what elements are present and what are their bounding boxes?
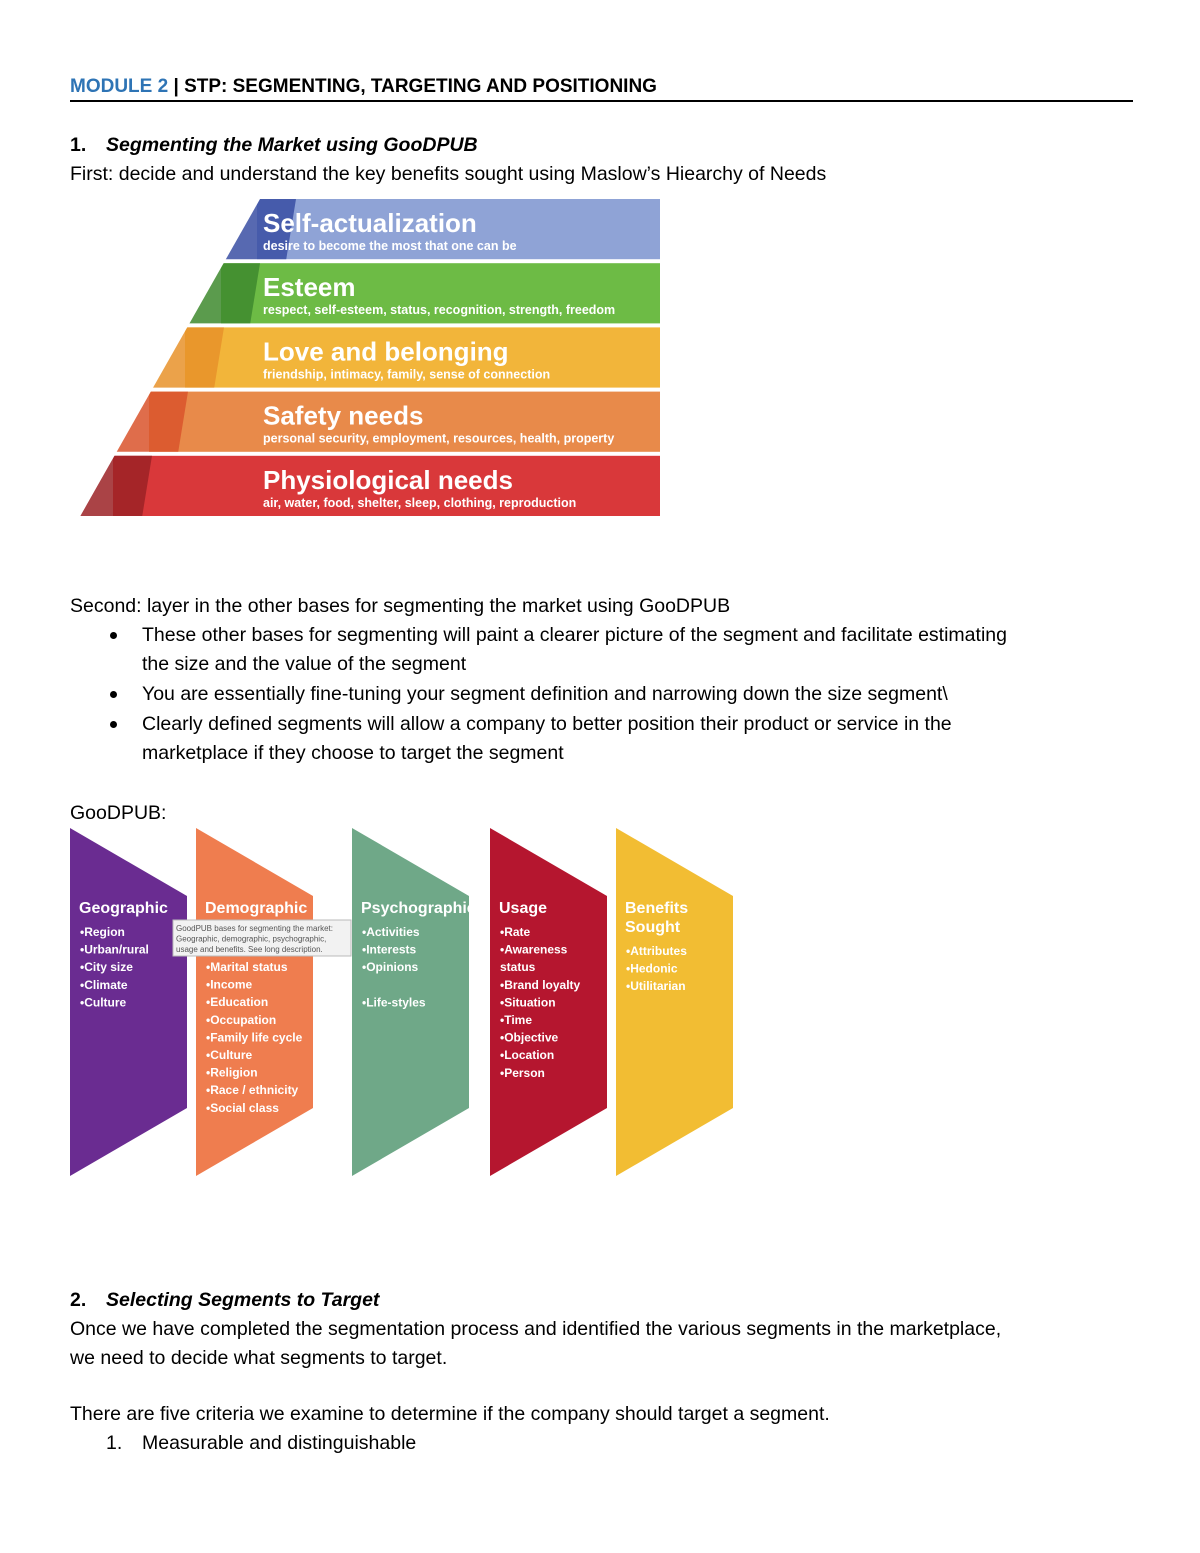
bullet-2-line-1: You are essentially fine-tuning your segment definition and narrowing down the size segment\ bbox=[142, 683, 948, 705]
criteria-1-text: Measurable and distinguishable bbox=[142, 1432, 417, 1454]
segment-item: •Awareness bbox=[500, 942, 568, 957]
pyramid-level-name: Physiological needs bbox=[263, 464, 513, 495]
segment-item: •Occupation bbox=[206, 1012, 277, 1027]
segment-item: •Family life cycle bbox=[206, 1030, 303, 1045]
section2-title: Selecting Segments to Target bbox=[106, 1289, 380, 1311]
segment-item: •Culture bbox=[80, 995, 127, 1010]
segment-item: •City size bbox=[80, 960, 133, 975]
segment-item: •Race / ethnicity bbox=[206, 1083, 299, 1098]
bullet-3-line-1: Clearly defined segments will allow a company to better position their product or service in the bbox=[142, 713, 952, 735]
segment-item: •Opinions bbox=[362, 960, 419, 975]
section2-para1-line1: Once we have completed the segmentation process and identified the various segments in the marketplace, bbox=[70, 1318, 1002, 1340]
pyramid-level-name: Esteem bbox=[263, 272, 356, 303]
segment-item: •Attributes bbox=[626, 944, 687, 958]
segment-item: •Urban/rural bbox=[80, 942, 149, 957]
bullet-1-line-1: These other bases for segmenting will paint a clearer picture of the segment and facilitate estimating bbox=[142, 624, 1007, 646]
tooltip-text: usage and benefits. See long description. bbox=[176, 945, 323, 954]
section2-para2: There are five criteria we examine to determine if the company should target a segment. bbox=[70, 1403, 830, 1425]
pyramid-level-desc: desire to become the most that one can be bbox=[263, 239, 517, 253]
segment-item: •Climate bbox=[80, 977, 128, 992]
segment-column bbox=[616, 828, 733, 1176]
segment-item: •Marital status bbox=[206, 960, 288, 974]
pyramid-level-desc: air, water, food, shelter, sleep, clothing, reproduction bbox=[263, 495, 577, 510]
segment-item: •Situation bbox=[500, 995, 556, 1010]
module-header bbox=[70, 72, 657, 101]
segment-item: •Rate bbox=[500, 925, 531, 939]
segment-item: •Culture bbox=[206, 1048, 253, 1062]
segment-item: •Location bbox=[500, 1048, 555, 1063]
tooltip-text: GoodPUB bases for segmenting the market: bbox=[176, 924, 333, 933]
pyramid-level-desc: friendship, intimacy, family, sense of connection bbox=[263, 367, 551, 382]
bullet-dot bbox=[110, 632, 117, 639]
segment-title: Demographic bbox=[205, 900, 308, 917]
segment-item: •Education bbox=[206, 995, 269, 1010]
section1-title: Segmenting the Market using GooDPUB bbox=[106, 134, 478, 156]
bullet-dot bbox=[110, 691, 117, 698]
segment-item: status bbox=[500, 960, 536, 975]
header-separator: | bbox=[168, 76, 185, 97]
segment-title: Psychographic bbox=[361, 900, 476, 917]
segment-title: Geographic bbox=[79, 900, 168, 917]
segment-item: •Hedonic bbox=[626, 961, 678, 976]
bullet-dot bbox=[110, 721, 117, 728]
section1-number: 1. bbox=[70, 134, 87, 156]
module-title: STP: SEGMENTING, TARGETING AND POSITIONING bbox=[184, 76, 657, 97]
section1-first-line: First: decide and understand the key benefits sought using Maslow’s Hiearchy of Needs bbox=[70, 163, 827, 185]
segment-item: •Brand loyalty bbox=[500, 977, 581, 992]
pyramid-level-name: Love and belonging bbox=[263, 336, 509, 367]
module-label: MODULE 2 bbox=[70, 76, 169, 97]
segment-item: •Activities bbox=[362, 925, 420, 939]
segment-item: •Person bbox=[500, 1065, 545, 1080]
bullet-3-line-2: marketplace if they choose to target the segment bbox=[142, 742, 564, 764]
second-intro: Second: layer in the other bases for segmenting the market using GooDPUB bbox=[70, 595, 731, 617]
segment-item: •Interests bbox=[362, 942, 417, 957]
segment-title: Benefits bbox=[625, 900, 689, 917]
segment-title: Sought bbox=[625, 919, 681, 936]
section2-para1-line2: we need to decide what segments to target. bbox=[70, 1347, 448, 1369]
pyramid-level-desc: personal security, employment, resources, health, property bbox=[263, 431, 615, 446]
segment-item: •Life-styles bbox=[362, 995, 426, 1010]
pyramid-level-desc: respect, self-esteem, status, recognition, strength, freedom bbox=[263, 303, 616, 318]
segment-item: •Utilitarian bbox=[626, 979, 686, 994]
tooltip-text: Geographic, demographic, psychographic, bbox=[176, 934, 327, 944]
segment-item: •Region bbox=[80, 925, 125, 939]
goodpub-diagram bbox=[70, 828, 735, 1178]
segment-item: •Income bbox=[206, 977, 253, 992]
goodpub-label: GooDPUB: bbox=[70, 802, 167, 824]
segment-title: Usage bbox=[499, 900, 548, 917]
header-rule bbox=[70, 100, 1133, 102]
criteria-1-number: 1. bbox=[106, 1432, 123, 1454]
bullet-1-line-2: the size and the value of the segment bbox=[142, 653, 467, 675]
section2-number: 2. bbox=[70, 1289, 87, 1311]
maslow-pyramid bbox=[78, 199, 660, 520]
segment-item: •Religion bbox=[206, 1065, 258, 1080]
segment-item: •Objective bbox=[500, 1030, 559, 1045]
segment-item: •Time bbox=[500, 1013, 532, 1027]
segment-item: •Social class bbox=[206, 1100, 279, 1115]
pyramid-level-name: Safety needs bbox=[263, 400, 424, 431]
pyramid-level-name: Self-actualization bbox=[263, 208, 477, 238]
